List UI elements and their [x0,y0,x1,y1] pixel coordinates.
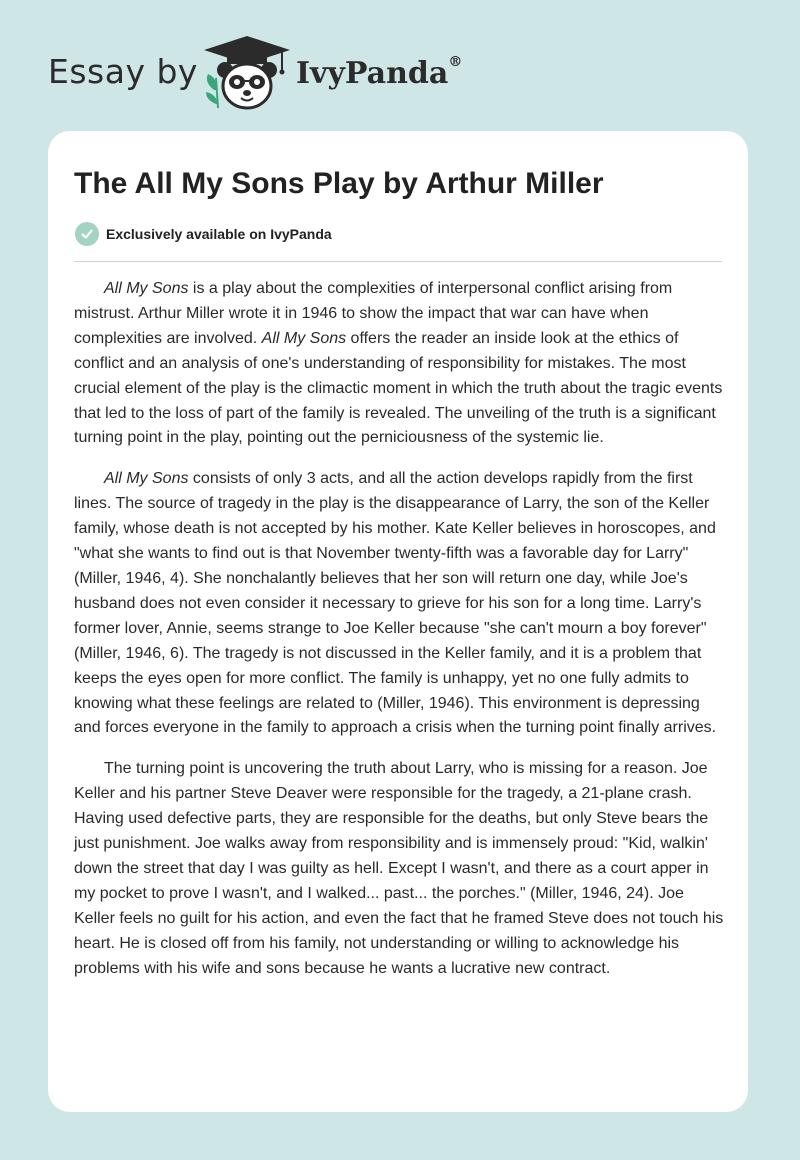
brand-name: IvyPanda® [296,54,463,91]
paragraph-text: consists of only 3 acts, and all the action develops rapidly from the first lines. The source of tragedy in the play is the disappearance of Larry, the son of the Keller family, whose death is not accepted by his mother. Kate Keller believes in horoscopes, and "what she wants to find out is that November twenty-fifth was a favorable day for Larry" (Miller, 1946, 4). She nonchalantly believes that her son will return one day, while Joe's husband does not even consider it necessary to grieve for his son for a long time. Larry's former lover, Annie, seems strange to Joe Keller because "she can't mourn a boy forever" (Miller, 1946, 6). The tragedy is not discussed in the Keller family, and it is a problem that keeps the eyes open for more conflict. The family is unhappy, yet no one fully admits to knowing what these feelings are related to (Miller, 1946). This environment is depressing and forces everyone in the family to approach a crisis when the turning point finally arrives. [74,470,717,737]
italic-title-text: All My Sons [104,280,189,297]
graduate-panda-icon[interactable] [200,34,295,110]
article-card [48,131,748,1112]
paragraph [74,467,726,741]
paragraph-text: is a play about the complexities of interpersonal conflict arising from mistrust. Arthur Miller wrote it in 1946 to show the impact that war can have when complexities are involved. [74,280,673,347]
paragraph-text: The turning point is uncovering the truth about Larry, who is missing for a reason. Joe Keller and his partner Steve Deaver were responsible for the tragedy, a 21-plane crash. Having used defective parts, they are responsible for the deaths, but only Steve bears the just punishment. Joe walks away from responsibility and is immensely proud: "Kid, walkin' down the street that day I was guilty as hell. Except I wasn't, and there as a court apper in my pocket to prove I wasn't, and I walked... past... the porches." (Miller, 1946, 24). Joe Keller feels no guilt for his action, and even the fact that he framed Steve does not touch his heart. He is closed off from his family, not understanding or willing to acknowledge his problems with his wife and sons because he wants a lucrative new contract. [74,760,724,977]
paragraph [74,757,726,981]
divider [74,261,722,262]
page-title: The All My Sons Play by Arthur Miller [74,167,604,200]
article-body [74,277,726,997]
italic-title-text: All My Sons [261,329,347,347]
exclusive-badge [75,222,332,246]
checkmark-icon [75,222,99,246]
brand-prefix: Essay by [48,52,198,91]
site-header [0,0,800,130]
paragraph-text: offers the reader an inside look at the ethics of conflict and an analysis of one's understanding of responsibility for mistakes. The most crucial element of the play is the climactic moment in which the truth about the tragic events that led to the loss of part of the family is revealed. The unveiling of the truth is a significant turning point in the play, pointing out the perniciousness of the systemic lie. [74,329,723,447]
italic-title-text: All My Sons [104,470,189,488]
badge-text: Exclusively available on IvyPanda [106,226,332,242]
paragraph [74,277,726,451]
